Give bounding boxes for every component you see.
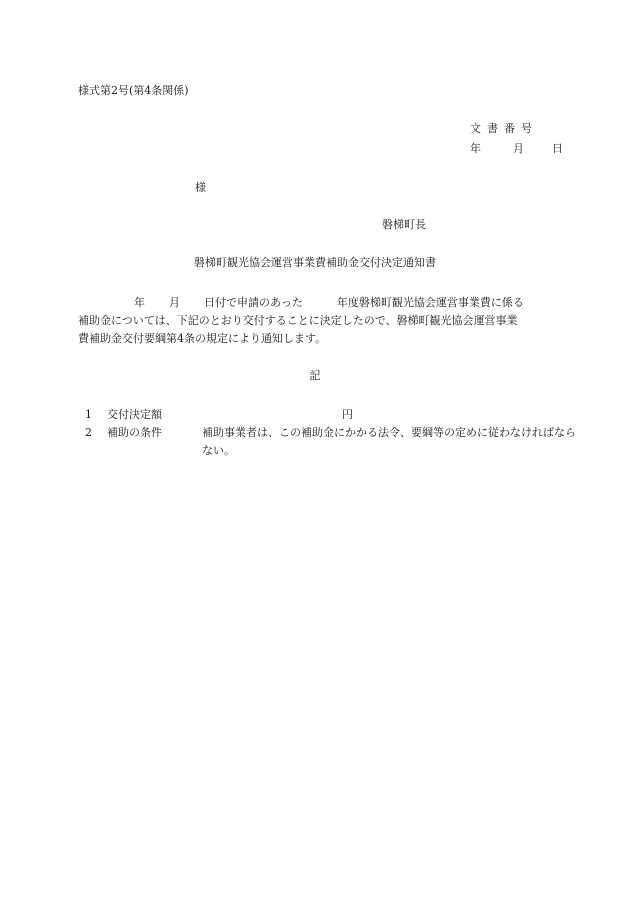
document-date — [470, 142, 563, 155]
date-year: 年 — [470, 142, 481, 155]
body-line-3: 費補助金交付要綱第4条の規定により通知します。 — [78, 332, 327, 345]
form-number: 様式第2号(第4条関係) — [78, 84, 189, 97]
body-fiscal-year-phrase: 年度磐梯町観光協会運営事業費に係る — [336, 296, 524, 309]
ki-heading: 記 — [309, 369, 321, 382]
document-number: 文書番号 — [470, 122, 538, 135]
issuer: 磐梯町長 — [382, 218, 426, 231]
body-line-2: 補助金については、下記のとおり交付することに決定したので、磐梯町観光協会運営事業 — [78, 314, 518, 327]
date-day: 日 — [552, 142, 563, 155]
item-label: 補助の条件 — [107, 426, 162, 439]
item-number: 2 — [85, 426, 92, 439]
item-condition-text: 補助事業者は、この補助金にかかる法令、要綱等の定めに従わなければならない。 — [202, 426, 576, 457]
body-text — [78, 294, 548, 348]
items-list — [85, 406, 585, 460]
body-date-phrase: 日付で申請のあった — [204, 296, 303, 309]
amount-unit: 円 — [342, 408, 353, 421]
date-month: 月 — [513, 142, 524, 155]
document-title: 磐梯町観光協会運営事業費補助金交付決定通知書 — [194, 256, 436, 269]
list-item — [85, 406, 585, 424]
item-number: 1 — [85, 408, 92, 421]
item-label: 交付決定額 — [107, 408, 162, 421]
body-year: 年 — [134, 296, 145, 309]
recipient: 様 — [195, 181, 206, 194]
body-month: 月 — [169, 296, 180, 309]
body-line-1 — [78, 294, 548, 312]
item-value — [202, 406, 353, 424]
list-item — [85, 424, 585, 460]
